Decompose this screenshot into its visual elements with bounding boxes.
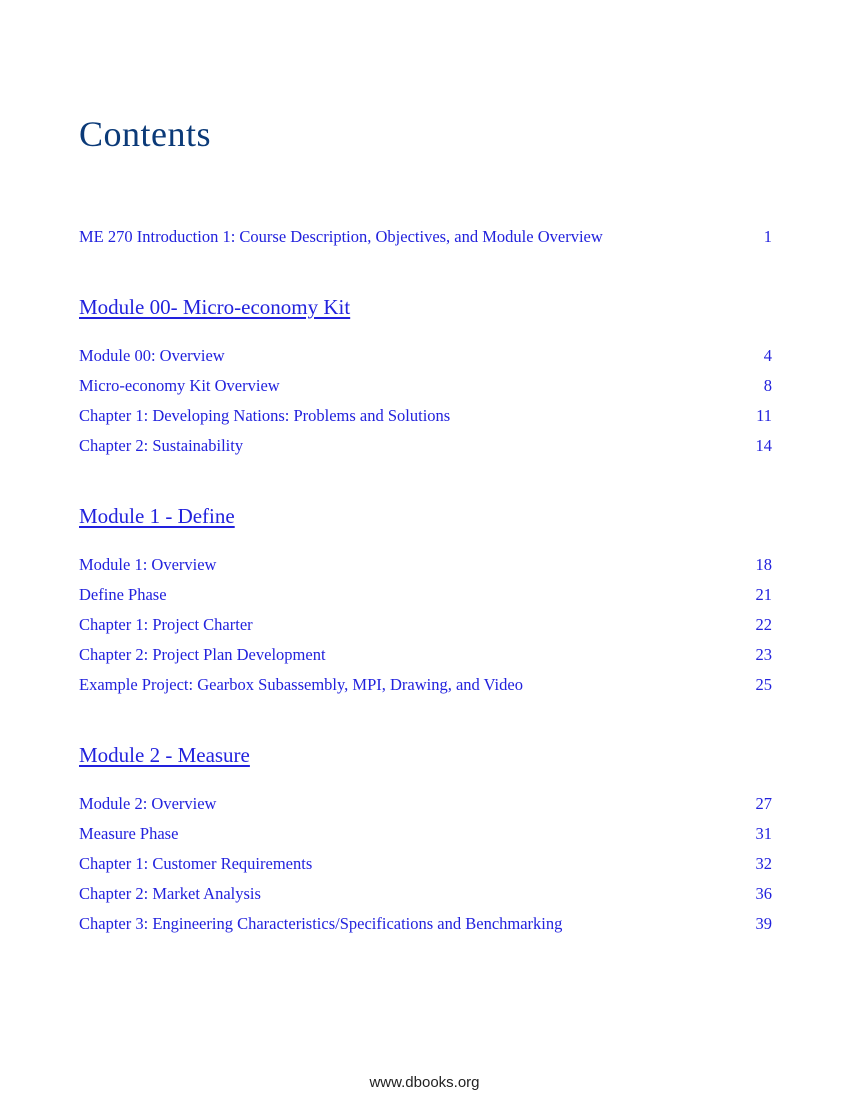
toc-entry-title[interactable]: Example Project: Gearbox Subassembly, MPI, Drawing, and Video — [79, 675, 523, 694]
toc-entry[interactable] — [79, 435, 772, 465]
table-of-contents — [79, 226, 772, 980]
footer-url: www.dbooks.org — [369, 1074, 480, 1091]
page-title: Contents — [79, 114, 212, 154]
toc-entry-title[interactable]: Measure Phase — [79, 824, 179, 843]
toc-entry[interactable] — [79, 913, 772, 943]
toc-entry-page[interactable]: 22 — [755, 615, 772, 634]
toc-entry[interactable] — [79, 674, 772, 704]
toc-entry[interactable] — [79, 644, 772, 674]
module-2-heading-link[interactable]: Module 2 - Measure — [79, 743, 250, 767]
toc-entry-title[interactable]: Chapter 3: Engineering Characteristics/Specifications and Benchmarking — [79, 914, 563, 933]
toc-entry[interactable] — [79, 554, 772, 584]
toc-entry[interactable] — [79, 375, 772, 405]
toc-entry[interactable] — [79, 345, 772, 375]
module-2-section — [79, 741, 772, 943]
toc-entry-page[interactable]: 23 — [755, 645, 772, 664]
toc-entry[interactable] — [79, 405, 772, 435]
toc-entry-page[interactable]: 36 — [755, 884, 772, 903]
toc-entry[interactable] — [79, 853, 772, 883]
toc-entry-page[interactable]: 8 — [763, 376, 772, 395]
toc-entry-title[interactable]: Chapter 1: Customer Requirements — [79, 854, 313, 873]
toc-entry-title[interactable]: Chapter 1: Developing Nations: Problems and Solutions — [79, 406, 451, 425]
toc-entry-page[interactable]: 31 — [755, 824, 772, 843]
toc-entry-page[interactable]: 21 — [755, 585, 772, 604]
module-00-section — [79, 293, 772, 465]
toc-entry-page[interactable]: 32 — [755, 854, 772, 873]
toc-entry[interactable] — [79, 883, 772, 913]
toc-entry-page[interactable]: 4 — [763, 346, 772, 365]
toc-entry-page[interactable]: 18 — [755, 555, 772, 574]
toc-entry-page[interactable]: 14 — [755, 436, 772, 455]
toc-entry-title[interactable]: Micro-economy Kit Overview — [79, 376, 280, 395]
toc-entry-page[interactable]: 11 — [756, 406, 772, 425]
toc-entry-page[interactable]: 1 — [763, 227, 772, 246]
toc-entry-title[interactable]: Module 1: Overview — [79, 555, 217, 574]
toc-entry-title[interactable]: Module 2: Overview — [79, 794, 217, 813]
toc-entry-title[interactable]: Chapter 2: Market Analysis — [79, 884, 261, 903]
toc-entry-page[interactable]: 25 — [755, 675, 772, 694]
toc-entry-page[interactable]: 39 — [755, 914, 772, 933]
toc-entry-title[interactable]: Chapter 2: Sustainability — [79, 436, 244, 455]
toc-entry-title[interactable]: Chapter 2: Project Plan Development — [79, 645, 326, 664]
toc-entry[interactable] — [79, 614, 772, 644]
toc-entry-page[interactable]: 27 — [755, 794, 772, 813]
module-1-heading-link[interactable]: Module 1 - Define — [79, 504, 235, 528]
module-00-heading-link[interactable]: Module 00- Micro-economy Kit — [79, 295, 351, 319]
toc-entry-title[interactable]: Chapter 1: Project Charter — [79, 615, 253, 634]
toc-entry-title[interactable]: Define Phase — [79, 585, 167, 604]
toc-entry[interactable] — [79, 793, 772, 823]
toc-entry[interactable] — [79, 823, 772, 853]
toc-entry-intro[interactable] — [79, 226, 772, 256]
module-1-section — [79, 502, 772, 704]
toc-entry-title[interactable]: ME 270 Introduction 1: Course Description, Objectives, and Module Overview — [79, 227, 603, 246]
toc-entry[interactable] — [79, 584, 772, 614]
toc-entry-title[interactable]: Module 00: Overview — [79, 346, 225, 365]
